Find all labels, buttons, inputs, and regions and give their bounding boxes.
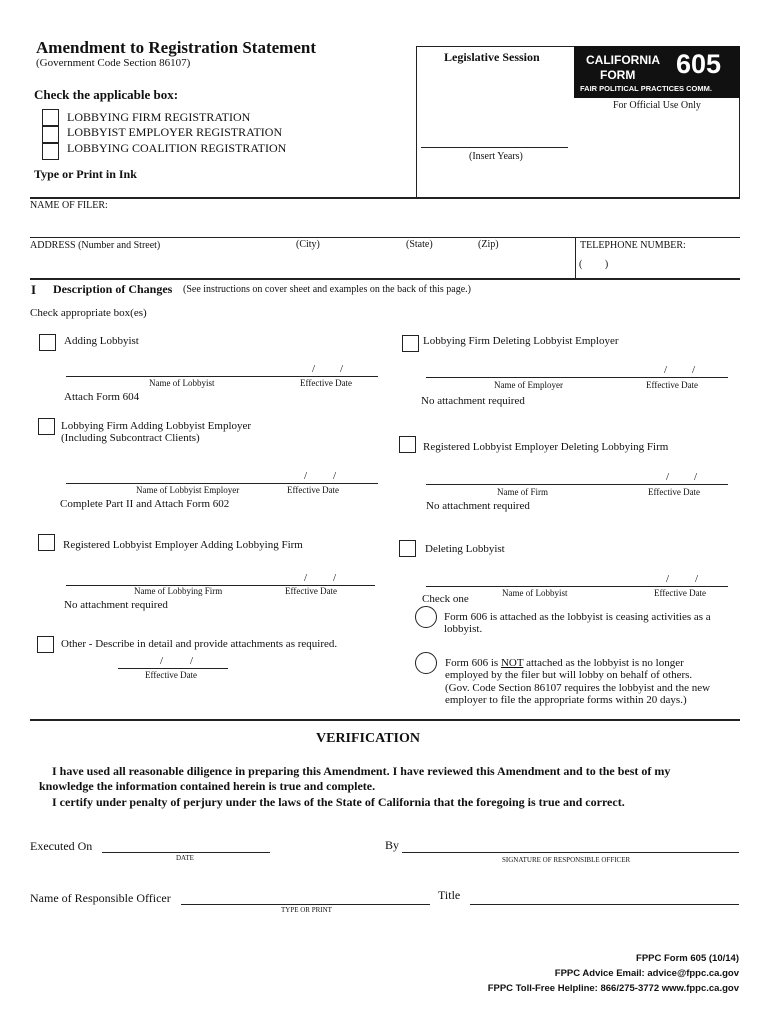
- other-label: Other - Describe in detail and provide attachments as required.: [61, 638, 338, 650]
- part-title: Description of Changes: [53, 282, 173, 296]
- executed-on-label: Executed On: [30, 839, 93, 853]
- other-effective-date-field[interactable]: [118, 668, 228, 669]
- effective-date-caption: Effective Date: [285, 586, 338, 596]
- date-slash: /: [694, 471, 698, 483]
- date-slash: /: [666, 471, 670, 483]
- telephone-area-code[interactable]: ( ): [579, 259, 609, 270]
- lobbyist-employer-registration-checkbox[interactable]: [42, 126, 59, 143]
- form-606-not-attached-label-line1: [445, 657, 684, 669]
- session-box-left-border: [416, 46, 417, 197]
- date-slash: /: [666, 573, 670, 585]
- date-slash: /: [190, 655, 194, 667]
- part-instructions: (See instructions on cover sheet and examples on the back of this page.): [183, 284, 471, 295]
- footer-advice-email: FPPC Advice Email: advice@fppc.ca.gov: [554, 968, 739, 979]
- name-of-filer-field[interactable]: [30, 237, 740, 238]
- session-years-field[interactable]: [421, 147, 568, 148]
- filer-bottom-rule: [30, 278, 740, 280]
- form-606-not-attached-label-line4: employer to file the appropriate forms within 20 days.): [445, 694, 687, 706]
- badge-number: 605: [676, 49, 722, 79]
- official-use-label: For Official Use Only: [613, 100, 701, 111]
- date-caption: DATE: [176, 854, 194, 862]
- effective-date-caption: Effective Date: [654, 588, 707, 598]
- title-label: Title: [438, 888, 461, 902]
- date-slash: /: [333, 572, 337, 584]
- deleting-lobbyist-checkbox[interactable]: [399, 540, 416, 557]
- lobbying-coalition-registration-checkbox[interactable]: [42, 143, 59, 160]
- form-badge: [574, 46, 740, 98]
- no-attachment-note: No attachment required: [421, 395, 525, 407]
- employer-adding-firm-label: Registered Lobbyist Employer Adding Lobbying Firm: [63, 539, 303, 551]
- filer-top-rule: [30, 197, 740, 199]
- footer-form-version: FPPC Form 605 (10/14): [636, 953, 739, 964]
- firm-adding-employer-checkbox[interactable]: [38, 418, 55, 435]
- adding-lobbyist-label: Adding Lobbyist: [64, 335, 139, 347]
- adding-lobbyist-name-field[interactable]: [66, 376, 378, 377]
- adding-lobbyist-checkbox[interactable]: [39, 334, 56, 351]
- name-of-employer-caption: Name of Lobbyist Employer: [136, 485, 240, 495]
- verification-text-line2: knowledge the information contained herein is true and complete.: [39, 779, 376, 793]
- effective-date-caption: Effective Date: [646, 380, 699, 390]
- name-of-lobbyist-caption: Name of Lobbyist: [149, 378, 215, 388]
- lobbying-firm-registration-checkbox[interactable]: [42, 109, 59, 126]
- firm-deleting-employer-checkbox[interactable]: [402, 335, 419, 352]
- lobbying-firm-registration-label: LOBBYING FIRM REGISTRATION: [67, 110, 251, 124]
- city-label: (City): [296, 239, 320, 250]
- form-606-not-attached-radio[interactable]: [415, 652, 437, 674]
- date-slash: /: [333, 470, 337, 482]
- signature-field[interactable]: [402, 852, 739, 853]
- badge-california: CALIFORNIA: [586, 53, 660, 67]
- date-slash: /: [692, 364, 696, 376]
- form-606-attached-label-line2: lobbyist.: [444, 623, 483, 635]
- badge-form: FORM: [600, 68, 636, 82]
- verification-title: VERIFICATION: [316, 731, 420, 746]
- date-slash: /: [312, 363, 316, 375]
- date-slash: /: [664, 364, 668, 376]
- form-606-not-attached-label-line2: employed by the filer but will lobby on behalf of others.: [445, 669, 693, 681]
- insert-years-label: (Insert Years): [469, 151, 523, 162]
- employer-deleting-firm-label: Registered Lobbyist Employer Deleting Lobbying Firm: [423, 441, 669, 453]
- zip-label: (Zip): [478, 239, 499, 250]
- officer-name-field[interactable]: [181, 904, 430, 905]
- not-emphasis: NOT: [500, 657, 524, 669]
- name-of-lobbyist-caption: Name of Lobbyist: [502, 588, 568, 598]
- deleting-lobbyist-label: Deleting Lobbyist: [425, 543, 505, 555]
- check-appropriate-label: Check appropriate box(es): [30, 307, 147, 319]
- name-of-filer-label: NAME OF FILER:: [30, 200, 108, 211]
- name-of-firm-caption: Name of Firm: [497, 487, 548, 497]
- form-title: Amendment to Registration Statement: [36, 38, 316, 57]
- employer-adding-firm-checkbox[interactable]: [38, 534, 55, 551]
- lobbying-coalition-registration-label: LOBBYING COALITION REGISTRATION: [67, 141, 287, 155]
- firm-adding-employer-sublabel: (Including Subcontract Clients): [61, 432, 200, 444]
- attach-604-note: Attach Form 604: [64, 391, 140, 403]
- check-box-label: Check the applicable box:: [34, 87, 179, 102]
- telephone-label: TELEPHONE NUMBER:: [580, 240, 686, 251]
- date-slash: /: [304, 572, 308, 584]
- effective-date-caption: Effective Date: [145, 670, 198, 680]
- by-label: By: [385, 838, 400, 852]
- session-box-top-border: [416, 46, 576, 47]
- telephone-divider: [575, 237, 576, 278]
- name-of-lobbying-firm-caption: Name of Lobbying Firm: [134, 586, 223, 596]
- title-field[interactable]: [470, 904, 739, 905]
- footer-helpline: FPPC Toll-Free Helpline: 866/275-3772 www.fppc.ca.gov: [487, 983, 739, 994]
- type-print-note: Type or Print in Ink: [34, 167, 137, 181]
- verification-top-rule: [30, 719, 740, 721]
- form-606-not-attached-label-line3: (Gov. Code Section 86107 requires the lobbyist and the new: [445, 682, 711, 694]
- effective-date-caption: Effective Date: [648, 487, 701, 497]
- verification-text-line1: I have used all reasonable diligence in preparing this Amendment. I have reviewed this Amendment and to the best of my: [52, 764, 671, 778]
- no-attachment-note: No attachment required: [426, 500, 530, 512]
- firm-adding-employer-name-field[interactable]: [66, 483, 378, 484]
- part-number: I: [31, 282, 37, 297]
- date-slash: /: [695, 573, 699, 585]
- executed-on-date-field[interactable]: [102, 852, 270, 853]
- firm-adding-employer-label: Lobbying Firm Adding Lobbyist Employer: [61, 420, 252, 432]
- signature-caption: SIGNATURE OF RESPONSIBLE OFFICER: [502, 856, 631, 864]
- date-slash: /: [340, 363, 344, 375]
- deleting-lobbyist-name-field[interactable]: [426, 586, 728, 587]
- firm-deleting-employer-label: Lobbying Firm Deleting Lobbyist Employer: [423, 335, 619, 347]
- form-606-attached-label-line1: Form 606 is attached as the lobbyist is ceasing activities as a: [444, 611, 711, 623]
- type-or-print-caption: TYPE OR PRINT: [281, 906, 332, 914]
- session-label: Legislative Session: [444, 50, 540, 64]
- employer-deleting-firm-name-field[interactable]: [426, 484, 728, 485]
- official-use-right-border: [739, 98, 740, 197]
- effective-date-caption: Effective Date: [300, 378, 353, 388]
- name-of-employer-caption: Name of Employer: [494, 380, 563, 390]
- form-606-not-attached-post: attached as the lobbyist is no longer: [523, 657, 684, 669]
- badge-fppc: FAIR POLITICAL PRACTICES COMM.: [580, 84, 712, 93]
- employer-deleting-firm-checkbox[interactable]: [399, 436, 416, 453]
- date-slash: /: [304, 470, 308, 482]
- complete-part2-note: Complete Part II and Attach Form 602: [60, 498, 230, 510]
- form-606-attached-radio[interactable]: [415, 606, 437, 628]
- officer-name-label: Name of Responsible Officer: [30, 891, 171, 905]
- other-checkbox[interactable]: [37, 636, 54, 653]
- check-one-label: Check one: [422, 593, 469, 605]
- lobbyist-employer-registration-label: LOBBYIST EMPLOYER REGISTRATION: [67, 125, 283, 139]
- effective-date-caption: Effective Date: [287, 485, 340, 495]
- address-label: ADDRESS (Number and Street): [30, 240, 161, 251]
- firm-deleting-employer-name-field[interactable]: [426, 377, 728, 378]
- form-606-not-attached-pre: Form 606 is: [445, 657, 501, 669]
- certification-text: I certify under penalty of perjury under the laws of the State of California that the foregoing is true and correct.: [52, 795, 625, 809]
- form-subtitle: (Government Code Section 86107): [36, 57, 191, 69]
- state-label: (State): [406, 239, 433, 250]
- date-slash: /: [160, 655, 164, 667]
- no-attachment-note: No attachment required: [64, 599, 168, 611]
